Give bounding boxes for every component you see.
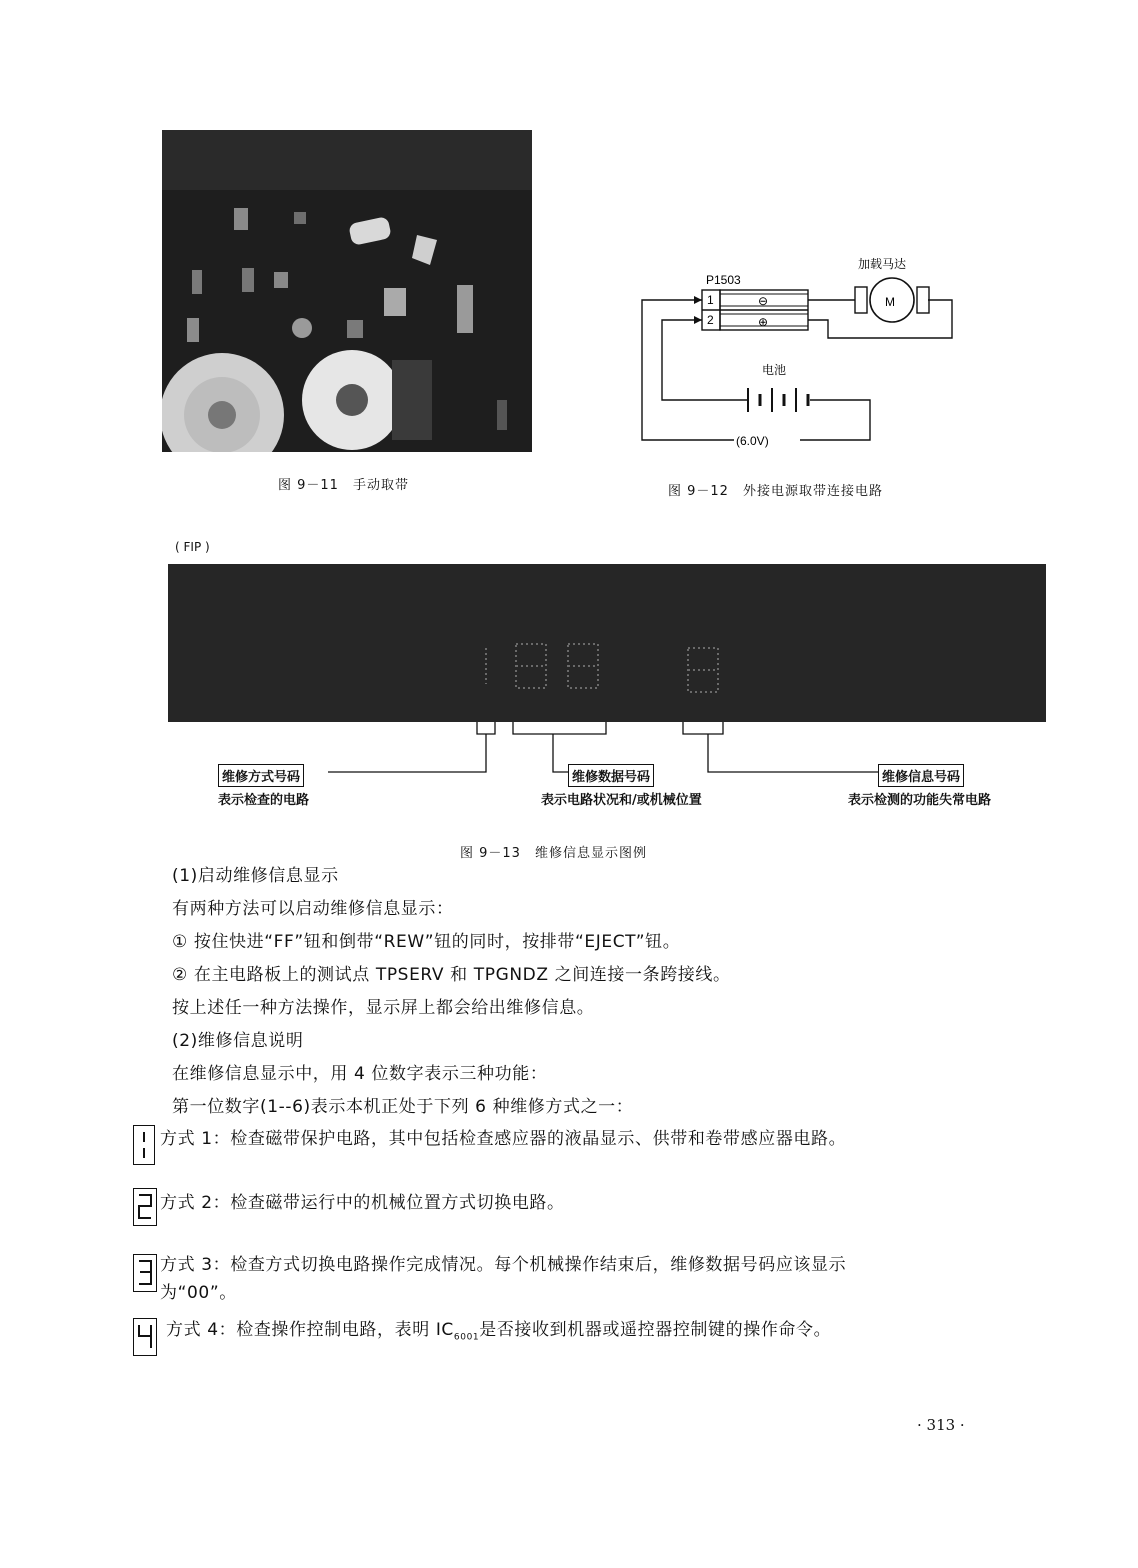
mode-1-digit-icon (133, 1125, 155, 1165)
voltage-label: (6.0V) (736, 434, 769, 448)
service-mode-number-label: 维修方式号码 (218, 764, 304, 787)
motor-letter: M (885, 295, 895, 309)
figure-9-11-caption: 图 9－11 手动取带 (278, 478, 409, 493)
figure-9-12-caption: 图 9－12 外接电源取带连接电路 (668, 484, 883, 499)
service-data-number-desc: 表示电路状况和/或机械位置 (541, 793, 702, 808)
paragraph-two-methods: 有两种方法可以启动维修信息显示： (172, 899, 454, 919)
mode-3-text-line-1: 方式 3：检查方式切换电路操作完成情况。每个机械操作结束后，维修数据号码应该显示 (160, 1255, 847, 1275)
mode-3-text-line-2: 为“00”。 (160, 1283, 237, 1303)
mode-2-text: 方式 2：检查磁带运行中的机械位置方式切换电路。 (160, 1193, 565, 1213)
fip-label: ( FIP ) (175, 540, 210, 554)
section-1-heading: (1)启动维修信息显示 (172, 866, 339, 886)
motor-label: 加载马达 (858, 257, 907, 271)
mode-2-digit-icon (133, 1188, 157, 1226)
fip-display-panel (168, 564, 1046, 722)
pin-2-label: 2 (707, 313, 714, 327)
connector-label: P1503 (706, 273, 741, 287)
paragraph-method-1: ① 按住快进“FF”钮和倒带“REW”钮的同时，按排带“EJECT”钮。 (172, 932, 681, 952)
external-power-circuit-diagram (630, 250, 970, 450)
minus-terminal: ⊖ (758, 294, 769, 308)
section-2-heading: (2)维修信息说明 (172, 1031, 304, 1051)
manual-tape-removal-photo (162, 130, 532, 452)
paragraph-method-2: ② 在主电路板上的测试点 TPSERV 和 TPGNDZ 之间连接一条跨接线。 (172, 965, 731, 985)
mode-3-digit-icon (133, 1254, 157, 1292)
mode-4-digit-icon (133, 1318, 157, 1356)
photo-illustration (162, 130, 532, 452)
service-info-number-label: 维修信息号码 (878, 764, 964, 787)
fip-segments (168, 564, 1046, 722)
mode-4-text: 方式 4：检查操作控制电路，表明 $IC_{6001}$是否接收到机器或遥控器控制键的操作命令。 (166, 1320, 832, 1343)
mode-1-text: 方式 1：检查磁带保护电路，其中包括检查感应器的液晶显示、供带和卷带感应器电路。 (160, 1129, 847, 1149)
figure-9-13-caption: 图 9－13 维修信息显示图例 (460, 846, 647, 861)
service-info-number-desc: 表示检测的功能失常电路 (848, 793, 992, 808)
paragraph-four-digits: 在维修信息显示中，用 4 位数字表示三种功能： (172, 1064, 548, 1084)
service-mode-number-desc: 表示检查的电路 (218, 793, 310, 808)
battery-label: 电池 (762, 363, 787, 377)
paragraph-result: 按上述任一种方法操作，显示屏上都会给出维修信息。 (172, 998, 595, 1018)
ic-subscript: 6001 (453, 1332, 480, 1343)
paragraph-first-digit: 第一位数字(1--6)表示本机正处于下列 6 种维修方式之一： (172, 1097, 634, 1117)
page-number: · 313 · (917, 1416, 965, 1434)
service-data-number-label: 维修数据号码 (568, 764, 654, 787)
pin-1-label: 1 (707, 293, 714, 307)
plus-terminal: ⊕ (758, 315, 769, 329)
